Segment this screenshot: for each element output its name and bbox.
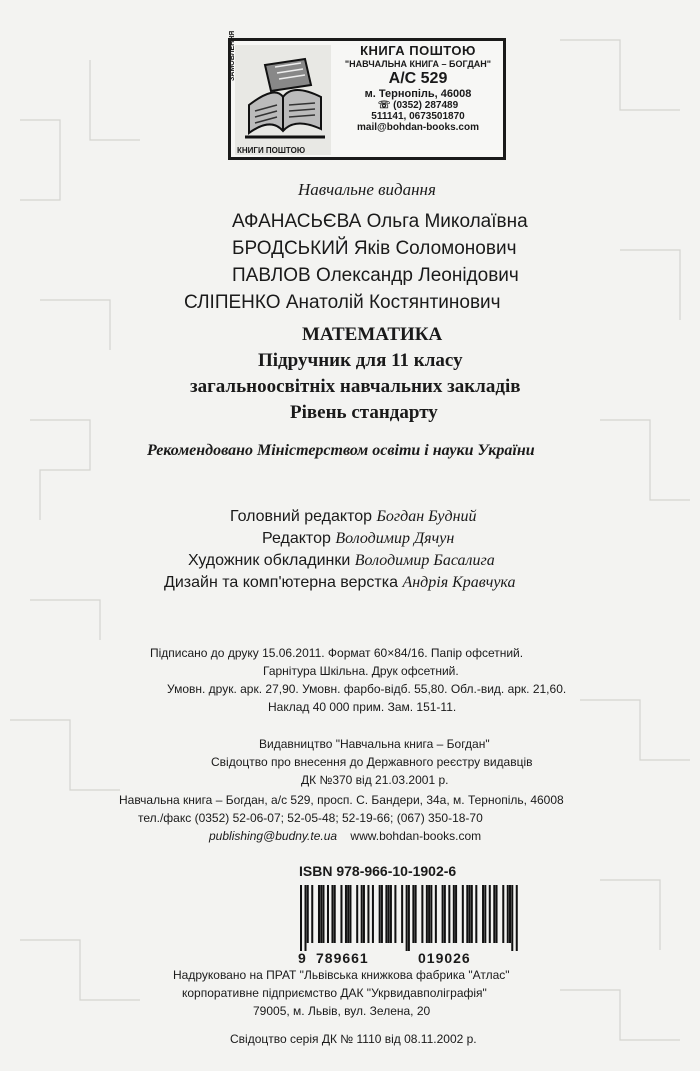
stamp-title: КНИГА ПОШТОЮ xyxy=(360,43,476,58)
publisher-license: ДК №370 від 21.03.2001 р. xyxy=(301,773,449,787)
barcode-bar xyxy=(331,885,333,943)
staff-editor: Редактор Володимир Дячун xyxy=(262,530,455,547)
staff-person: Володимир Басалига xyxy=(354,552,495,569)
barcode-bar xyxy=(408,885,410,951)
stamp-bottom-label: КНИГИ ПОШТОЮ xyxy=(237,146,306,155)
mail-order-stamp xyxy=(228,30,506,160)
barcode-bar xyxy=(345,885,347,943)
barcode-bar xyxy=(502,885,504,943)
stamp-box: А/С 529 xyxy=(388,70,448,87)
barcode-bar xyxy=(390,885,392,943)
author-name: Ольга Миколаївна xyxy=(366,211,528,232)
stamp-side-label: ЗАМОВЛЕННЯ xyxy=(229,30,236,81)
barcode-bar xyxy=(516,885,518,951)
barcode-bar xyxy=(484,885,486,943)
barcode-bar xyxy=(334,885,336,943)
barcode-digits-left: 789661 xyxy=(316,950,369,966)
barcode-bar xyxy=(421,885,423,943)
isbn: ISBN 978-966-10-1902-6 xyxy=(299,863,457,879)
barcode-bar xyxy=(363,885,365,943)
barcode-bar xyxy=(394,885,396,943)
barcode-bar xyxy=(318,885,320,943)
barcode-bar xyxy=(442,885,444,943)
barcode-bar xyxy=(462,885,464,943)
barcode-bar xyxy=(496,885,498,943)
staff-chief-editor: Головний редактор Богдан Будний xyxy=(230,508,477,525)
barcode-bar xyxy=(349,885,351,943)
barcode-bar xyxy=(455,885,457,943)
publisher-email[interactable]: publishing@budny.te.ua xyxy=(209,829,338,843)
certificate: Свідоцтво серія ДК № 1110 від 08.11.2002 р. xyxy=(230,1032,477,1046)
barcode-digit-prefix: 9 xyxy=(298,950,307,966)
book-subtitle-1: Підручник для 11 класу xyxy=(258,350,463,371)
barcode-bar xyxy=(426,885,428,943)
barcode-bar xyxy=(444,885,446,943)
barcode-bar xyxy=(320,885,322,943)
barcode-bar xyxy=(311,885,313,943)
barcode-bar xyxy=(493,885,495,943)
author-surname: ПАВЛОВ xyxy=(232,265,311,286)
printer-line-3: 79005, м. Львів, вул. Зелена, 20 xyxy=(253,1004,431,1018)
barcode-bar xyxy=(356,885,358,943)
author-surname: СЛІПЕНКО xyxy=(184,292,281,313)
book-title: МАТЕМАТИКА xyxy=(302,324,443,345)
stamp-city: м. Тернопіль, 46008 xyxy=(364,88,472,100)
author-4 xyxy=(184,292,501,314)
barcode-bar xyxy=(448,885,450,943)
barcode-bar xyxy=(401,885,403,943)
barcode-bar xyxy=(511,885,513,951)
publisher-phones: тел./факс (0352) 52-06-07; 52-05-48; 52-19-66; (067) 350-18-70 xyxy=(138,811,483,825)
barcode-bar xyxy=(509,885,511,943)
books-illustration xyxy=(235,45,331,155)
barcode-bar xyxy=(471,885,473,943)
imprint-line-4: Наклад 40 000 прим. Зам. 151-11. xyxy=(268,700,457,714)
staff-person: Богдан Будний xyxy=(376,508,477,525)
barcode-bar xyxy=(340,885,342,943)
barcode-bar xyxy=(367,885,369,943)
publisher-website[interactable]: www.bohdan-books.com xyxy=(350,829,482,843)
imprint-line-1: Підписано до друку 15.06.2011. Формат 60×84/16. Папір офсетний. xyxy=(150,646,524,660)
stamp-info xyxy=(333,43,503,133)
barcode-bar xyxy=(469,885,471,943)
barcode-bar xyxy=(406,885,408,951)
barcode-bar xyxy=(379,885,381,943)
printer-line-1: Надруковано на ПРАТ "Львівська книжкова фабрика "Атлас" xyxy=(173,968,510,982)
barcode-bar xyxy=(415,885,417,943)
recommendation: Рекомендовано Міністерством освіти і науки України xyxy=(147,442,535,459)
barcode-bar xyxy=(300,885,302,951)
barcode-bar xyxy=(388,885,390,943)
barcode-bar xyxy=(507,885,509,943)
author-1 xyxy=(232,211,528,233)
staff-design: Дизайн та комп'ютерна верстка Андрія Кравчука xyxy=(164,574,516,591)
imprint-line-3: Умовн. друк. арк. 27,90. Умовн. фарбо-відб. 55,80. Обл.-вид. арк. 21,60. xyxy=(167,682,567,696)
barcode xyxy=(300,885,518,951)
barcode-bar xyxy=(381,885,383,943)
staff-cover-artist: Художник обкладинки Володимир Басалига xyxy=(188,552,495,569)
stamp-publisher: "НАВЧАЛЬНА КНИГА – БОГДАН" xyxy=(344,59,492,69)
barcode-bar xyxy=(435,885,437,943)
barcode-bar xyxy=(428,885,430,943)
imprint-line-2: Гарнітура Шкільна. Друк офсетний. xyxy=(263,664,459,678)
barcode-bar xyxy=(347,885,349,943)
barcode-bar xyxy=(307,885,309,943)
phone-icon: ☏ xyxy=(377,100,394,111)
publisher-name: Видавництво "Навчальна книга – Богдан" xyxy=(259,737,490,751)
author-name: Анатолій Костянтинович xyxy=(285,292,501,313)
publisher-address: Навчальна книга – Богдан, а/с 529, просп. С. Бандери, 34а, м. Тернопіль, 46008 xyxy=(119,793,564,807)
barcode-bar xyxy=(482,885,484,943)
author-name: Яків Соломонович xyxy=(353,238,517,259)
barcode-bar xyxy=(322,885,324,943)
barcode-bar xyxy=(385,885,387,943)
publisher-web xyxy=(209,829,481,843)
edition-type: Навчальне видання xyxy=(298,180,436,199)
book-subtitle-2: загальноосвітніх навчальних закладів xyxy=(190,376,521,397)
barcode-bar xyxy=(361,885,363,943)
barcode-bar xyxy=(489,885,491,943)
barcode-bar xyxy=(453,885,455,943)
author-surname: АФАНАСЬЄВА xyxy=(232,211,362,232)
barcode-bar xyxy=(430,885,432,943)
barcode-digits-right: 019026 xyxy=(418,950,471,966)
barcode-bar xyxy=(304,885,306,951)
author-surname: БРОДСЬКИЙ xyxy=(232,238,349,259)
author-2 xyxy=(232,238,516,260)
barcode-bar xyxy=(372,885,374,943)
author-name: Олександр Леонідович xyxy=(316,265,519,286)
barcode-bar xyxy=(475,885,477,943)
printer-line-2: корпоративне підприємство ДАК "Укрвидавполіграфія" xyxy=(182,986,487,1000)
barcode-bar xyxy=(327,885,329,943)
publisher-registry: Свідоцтво про внесення до Державного реєстру видавців xyxy=(211,755,533,769)
book-subtitle-3: Рівень стандарту xyxy=(290,402,438,423)
staff-person: Володимир Дячун xyxy=(335,530,455,547)
author-3 xyxy=(232,265,519,287)
stamp-phone-2: 511141, 0673501870 xyxy=(371,111,465,122)
stamp-phone: ☏ (0352) 287489 xyxy=(377,100,459,111)
barcode-bar xyxy=(412,885,414,943)
stamp-email: mail@bohdan-books.com xyxy=(357,122,479,133)
staff-person: Андрія Кравчука xyxy=(402,574,516,591)
barcode-bar xyxy=(466,885,468,943)
